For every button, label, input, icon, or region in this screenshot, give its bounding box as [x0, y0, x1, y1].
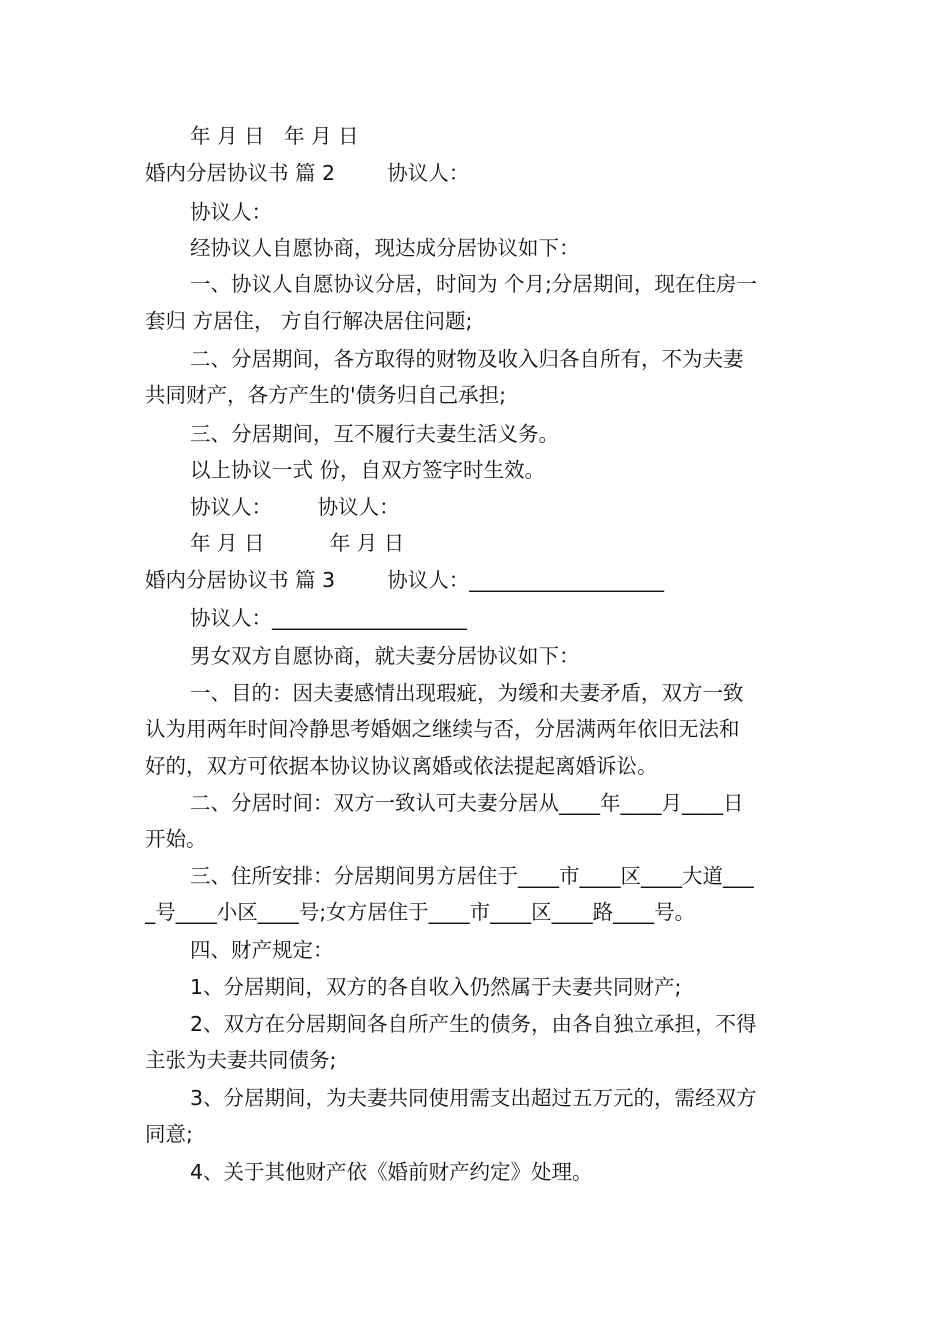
- paragraph-line: 好的，双方可依据本协议协议离婚或依法提起离婚诉讼。: [145, 754, 658, 778]
- paragraph-line: 共同财产，各方产生的'债务归自己承担;: [145, 383, 507, 407]
- signature-line: 协议人： 协议人：: [190, 495, 400, 519]
- paragraph-line: 二、分居期间，各方取得的财物及收入归各自所有，不为夫妻: [190, 347, 744, 371]
- paragraph-line: 套归 方居住， 方自行解决居住问题;: [145, 309, 473, 333]
- paragraph-line: 3、分居期间，为夫妻共同使用需支出超过五万元的，需经双方: [190, 1086, 757, 1110]
- paragraph-line: 2、双方在分居期间各自所产生的债务，由各自独立承担，不得: [190, 1012, 757, 1036]
- paragraph-line: _号____小区____号;女方居住于____市____区____路____号。: [145, 900, 696, 924]
- paragraph-line: 主张为夫妻共同债务;: [145, 1048, 337, 1072]
- party-line: 协议人：___________________: [190, 606, 467, 630]
- paragraph-line: 二、分居时间：双方一致认可夫妻分居从____年____月____日: [190, 791, 744, 815]
- paragraph-line: 4、关于其他财产依《婚前财产约定》处理。: [190, 1160, 593, 1184]
- paragraph-line: 三、分居期间，互不履行夫妻生活义务。: [190, 422, 559, 446]
- paragraph-line: 一、协议人自愿协议分居，时间为 个月;分居期间，现在住房一: [190, 272, 757, 296]
- paragraph-line: 三、住所安排：分居期间男方居住于____市____区____大道___: [190, 864, 754, 888]
- party-line: 协议人：: [190, 200, 272, 224]
- date-line: 年 月 日 年 月 日: [190, 531, 405, 555]
- paragraph-line: 经协议人自愿协商，现达成分居协议如下：: [190, 236, 580, 260]
- paragraph-line: 认为用两年时间冷静思考婚姻之继续与否，分居满两年依旧无法和: [145, 717, 740, 741]
- paragraph-line: 开始。: [145, 827, 207, 851]
- date-line: 年 月 日 年 月 日: [190, 124, 359, 148]
- paragraph-line: 1、分居期间，双方的各自收入仍然属于夫妻共同财产;: [190, 975, 682, 999]
- paragraph-line: 以上协议一式 份，自双方签字时生效。: [190, 458, 546, 482]
- paragraph-line: 一、目的：因夫妻感情出现瑕疵，为缓和夫妻矛盾，双方一致: [190, 681, 744, 705]
- section-heading-2: 婚内分居协议书 篇 2 协议人：: [145, 161, 470, 185]
- paragraph-line: 男女双方自愿协商，就夫妻分居协议如下：: [190, 644, 580, 668]
- paragraph-line: 四、财产规定：: [190, 938, 334, 962]
- section-heading-3: 婚内分居协议书 篇 3 协议人：___________________: [145, 568, 664, 592]
- paragraph-line: 同意;: [145, 1122, 193, 1146]
